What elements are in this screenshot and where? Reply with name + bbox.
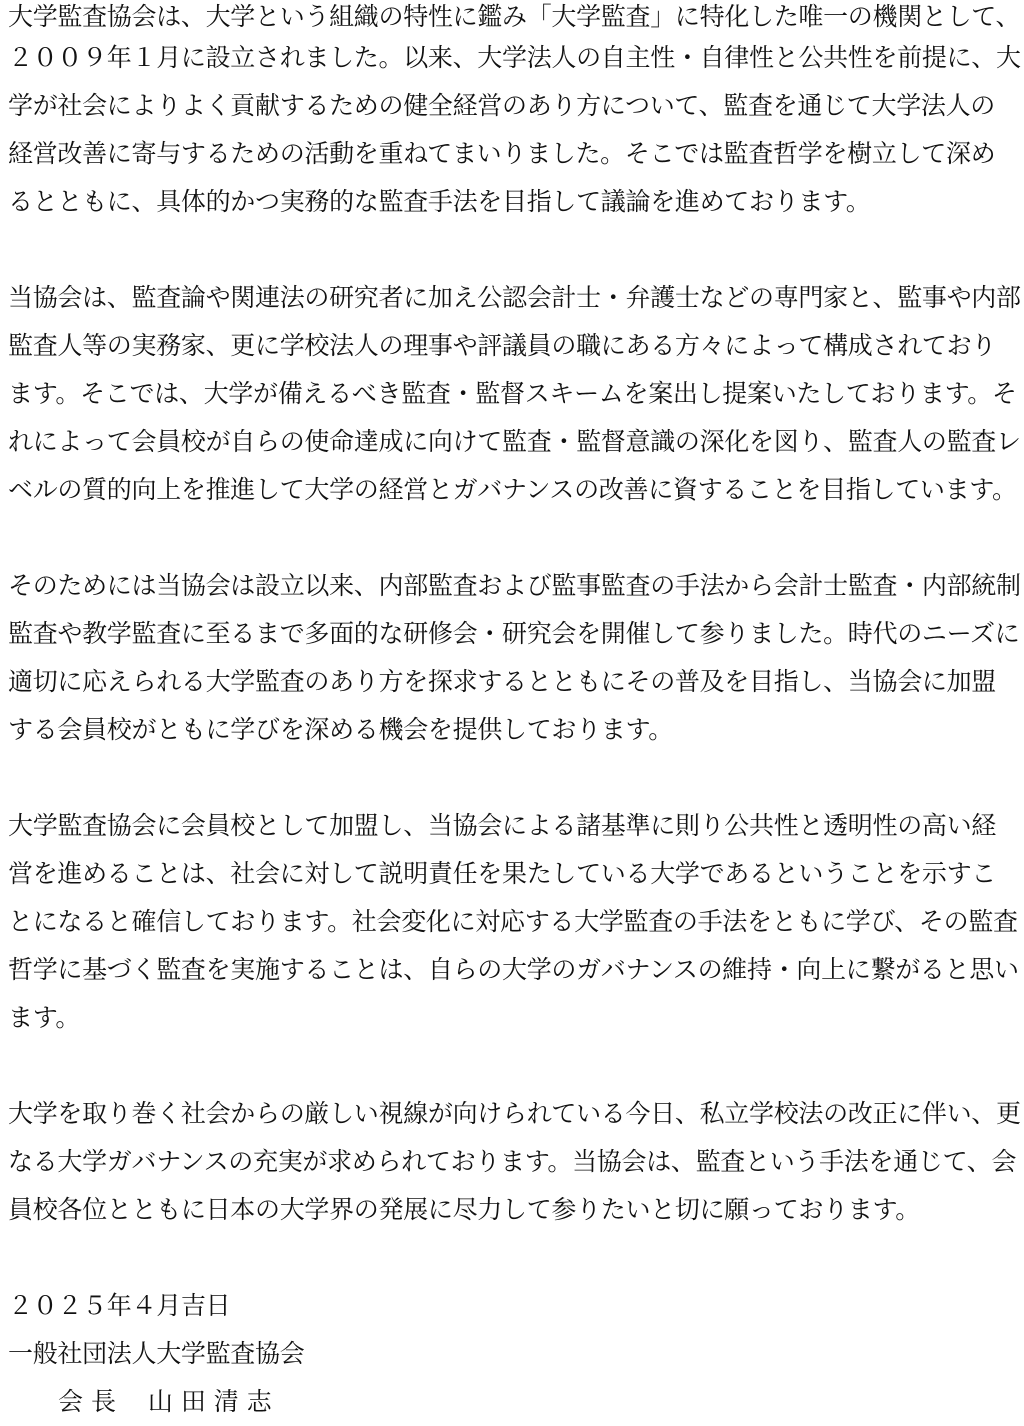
paragraph-line: 大学を取り巻く社会からの厳しい視線が向けられている今日、私立学校法の改正に伴い、更 [8, 1099, 1021, 1128]
paragraph-line: 学が社会によりよく貢献するための健全経営のあり方について、監査を通じて大学法人の [8, 91, 996, 120]
paragraph-line: 営を進めることは、社会に対して説明責任を果たしている大学であるということを示すこ [8, 859, 997, 888]
paragraph-line: 大学監査協会は、大学という組織の特性に鑑み「大学監査」に特化した唯一の機関として、 [8, 2, 1021, 31]
signature-president [8, 1378, 1018, 1426]
paragraph-line: 哲学に基づく監査を実施することは、自らの大学のガバナンスの維持・向上に繋がると思い [8, 955, 1019, 984]
paragraph-line: るとともに、具体的かつ実務的な監査手法を目指して議論を進めております。 [8, 187, 871, 216]
signature-organization: 一般社団法人大学監査協会 [8, 1339, 305, 1368]
paragraph-line: ベルの質的向上を推進して大学の経営とガバナンスの改善に資することを目指しています。 [8, 475, 1017, 504]
paragraph-line: ます。 [8, 1003, 81, 1032]
paragraph-line: ２００９年１月に設立されました。以来、大学法人の自主性・自律性と公共性を前提に、大 [8, 43, 1021, 72]
signature-block [8, 1282, 1018, 1426]
paragraph-line: ます。そこでは、大学が備えるべき監査・監督スキームを案出し提案いたしております。そ [8, 379, 1017, 408]
paragraph-line: する会員校がともに学びを深める機会を提供しております。 [8, 715, 673, 744]
president-title: 会 長 [58, 1387, 116, 1416]
paragraph-3 [8, 562, 1021, 754]
paragraph-line: れによって会員校が自らの使命達成に向けて監査・監督意識の深化を図り、監査人の監査レ [8, 427, 1021, 456]
paragraph-line: 監査人等の実務家、更に学校法人の理事や評議員の職にある方々によって構成されており [8, 331, 997, 360]
paragraph-5 [8, 1090, 1021, 1234]
message-document [8, 0, 1021, 1426]
paragraph-2 [8, 274, 1021, 514]
paragraph-line: なる大学ガバナンスの充実が求められております。当協会は、監査という手法を通じて、会 [8, 1147, 1017, 1176]
signature-date: ２０２５年４月吉日 [8, 1291, 231, 1320]
paragraph-line: 員校各位とともに日本の大学界の発展に尽力して参りたいと切に願っております。 [8, 1195, 920, 1224]
paragraph-4 [8, 802, 1018, 1042]
paragraph-line: そのためには当協会は設立以来、内部監査および監事監査の手法から会計士監査・内部統制 [8, 571, 1021, 600]
paragraph-line: 経営改善に寄与するための活動を重ねてまいりました。そこでは監査哲学を樹立して深め [8, 139, 996, 168]
paragraph-line: 大学監査協会に会員校として加盟し、当協会による諸基準に則り公共性と透明性の高い経 [8, 811, 997, 840]
paragraph-line: 当協会は、監査論や関連法の研究者に加え公認会計士・弁護士などの専門家と、監事や内部 [8, 283, 1021, 312]
paragraph-line: 適切に応えられる大学監査のあり方を探求するとともにその普及を目指し、当協会に加盟 [8, 667, 997, 696]
president-name: 山 田 清 志 [147, 1387, 272, 1416]
paragraph-1 [8, 0, 1021, 226]
paragraph-line: とになると確信しております。社会変化に対応する大学監査の手法をともに学び、その監査 [8, 907, 1018, 936]
paragraph-line: 監査や教学監査に至るまで多面的な研修会・研究会を開催して参りました。時代のニーズに [8, 619, 1020, 648]
